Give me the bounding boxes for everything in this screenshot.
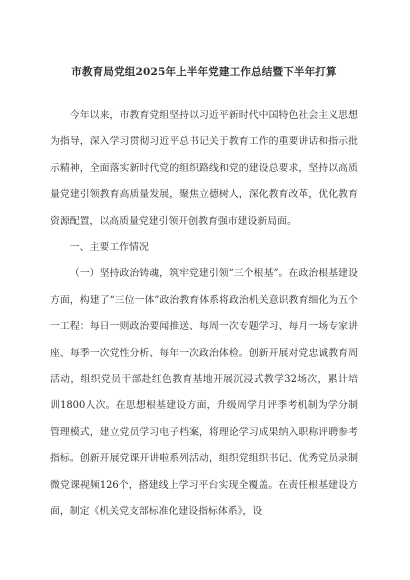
section-heading: 一、主要工作情况 (69, 242, 149, 254)
document-title: 市教育局党组2025年上半年党建工作总结暨下半年打算 (71, 66, 337, 78)
body-paragraph: （一）坚持政治铸魂，筑牢党建引领“三个根基”。在政治根基建设方面，构建了“三位一体”政治教育体系将政治机关意识教育细化为五个一工程：每日一则政治要闻推送、每周一次专题学习、每月一场专家讲座、每季一次党性分析、每年一次政治体检。创新开展对党忠诚教育周活动，组织党员干部赴红色教育基地开展沉浸式教学32场次，累计培训1800人次。在思想根基建设方面，升级周学月评季考机制为学分制管理模式，建立党员学习电子档案，将理论学习成果纳入职称评聘参考指标。创新开展党课开讲啦系列活动，组织党组织书记、优秀党员录制微党课视频126个，搭建线上学习平台实现全覆盖。在责任根基建设方面，制定《机关党支部标准化建设指标体系》，设 (50, 268, 358, 518)
intro-paragraph: 今年以来，市教育党组坚持以习近平新时代中国特色社会主义思想为指导，深入学习贯彻习近平总书记关于教育工作的重要讲话和指示批示精神，全面落实新时代党的组织路线和党的建设总要求，坚持以高质量党建引领教育高质量发展，聚焦立德树人，深化教育改革，优化教育资源配置，以高质量党建引领开创教育强市建设新局面。 (50, 110, 358, 227)
